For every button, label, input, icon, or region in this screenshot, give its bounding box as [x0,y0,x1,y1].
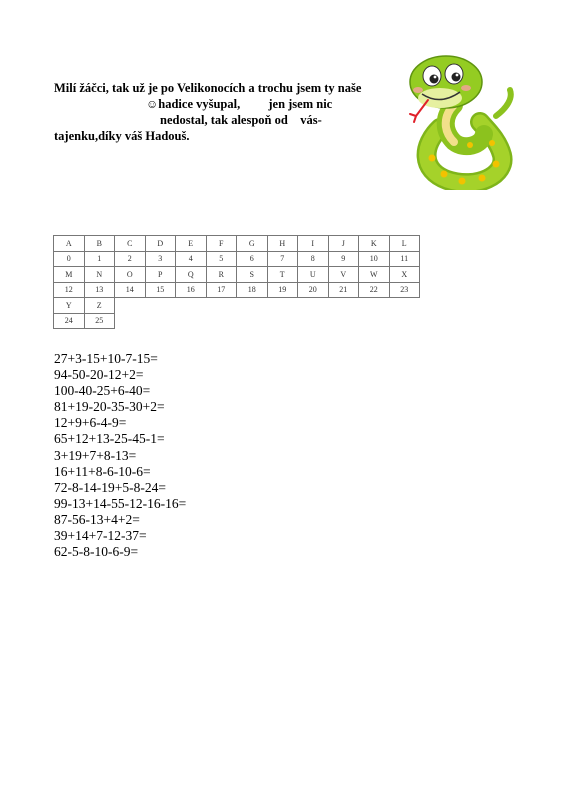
cipher-cell: 6 [237,251,268,267]
cipher-cell: 17 [206,282,237,298]
cipher-cell: 11 [389,251,420,267]
cipher-row [54,298,420,314]
cipher-row [54,267,420,283]
exercise-item: 99-13+14-55-12-16-16= [54,495,187,511]
cipher-cell: G [237,236,268,252]
cipher-cell: V [328,267,359,283]
cipher-cell: 15 [145,282,176,298]
cipher-cell: 18 [237,282,268,298]
cipher-cell: 14 [115,282,146,298]
intro-message [54,80,394,144]
smiley-icon: ☺ [146,97,159,111]
cipher-cell: 0 [54,251,85,267]
cipher-cell: 5 [206,251,237,267]
cipher-cell: N [84,267,115,283]
cipher-cell: 19 [267,282,298,298]
exercise-item: 16+11+8-6-10-6= [54,463,151,479]
cipher-cell: R [206,267,237,283]
cipher-cell: A [54,236,85,252]
cipher-cell: 4 [176,251,207,267]
cipher-cell: H [267,236,298,252]
cipher-cell: X [389,267,420,283]
cipher-cell: Q [176,267,207,283]
exercise-item: 3+19+7+8-13= [54,447,137,463]
cipher-cell: 21 [328,282,359,298]
intro-line-2-text: hadice vyšupal, jen jsem nic [158,97,333,111]
exercise-item: 39+14+7-12-37= [54,528,147,544]
cipher-row [54,313,420,329]
cipher-cell: O [115,267,146,283]
intro-line-1: Milí žáčci, tak už je po Velikonocích a trochu jsem ty naše [54,81,362,95]
cipher-cell: W [359,267,390,283]
cipher-cell: U [298,267,329,283]
cipher-cell: 23 [389,282,420,298]
cipher-cell: F [206,236,237,252]
exercise-item: 72-8-14-19+5-8-24= [54,479,166,495]
cipher-cell: J [328,236,359,252]
cipher-cell: I [298,236,329,252]
cipher-cell: 3 [145,251,176,267]
cipher-cell: 7 [267,251,298,267]
cipher-cell: Y [54,298,85,314]
cipher-cell: 2 [115,251,146,267]
intro-line-4: tajenku,díky váš Hadouš. [54,129,190,143]
cipher-cell: K [359,236,390,252]
cipher-cell: 12 [54,282,85,298]
cipher-cell: Z [84,298,115,314]
cipher-cell: 1 [84,251,115,267]
cipher-cell: 13 [84,282,115,298]
cipher-cell: L [389,236,420,252]
cipher-cell: P [145,267,176,283]
snake-illustration [392,50,517,190]
cipher-cell: B [84,236,115,252]
cipher-cell: S [237,267,268,283]
cipher-cell: 8 [298,251,329,267]
exercise-item: 65+12+13-25-45-1= [54,431,165,447]
exercise-item: 94-50-20-12+2= [54,367,144,383]
intro-line-2 [54,96,394,112]
cipher-cell: T [267,267,298,283]
intro-line-3: nedostal, tak alespoň od vás- [160,113,322,127]
exercise-item: 87-56-13+4+2= [54,511,140,527]
exercise-item: 81+19-20-35-30+2= [54,399,165,415]
cipher-row [54,236,420,252]
cipher-cell: 22 [359,282,390,298]
cipher-cell: C [115,236,146,252]
cipher-cell: 24 [54,313,85,329]
cipher-table [53,235,420,329]
cipher-cell: 16 [176,282,207,298]
exercise-item: 12+9+6-4-9= [54,415,127,431]
cipher-row [54,251,420,267]
cipher-cell: E [176,236,207,252]
cipher-cell: 9 [328,251,359,267]
cipher-cell: 10 [359,251,390,267]
cipher-cell: 25 [84,313,115,329]
cipher-cell: D [145,236,176,252]
exercise-list [54,351,186,560]
cipher-cell: 20 [298,282,329,298]
cipher-row [54,282,420,298]
cipher-cell: M [54,267,85,283]
cipher-table-body [54,236,420,329]
exercise-item: 100-40-25+6-40= [54,383,151,399]
exercise-item: 27+3-15+10-7-15= [54,351,158,366]
exercise-item: 62-5-8-10-6-9= [54,544,139,560]
